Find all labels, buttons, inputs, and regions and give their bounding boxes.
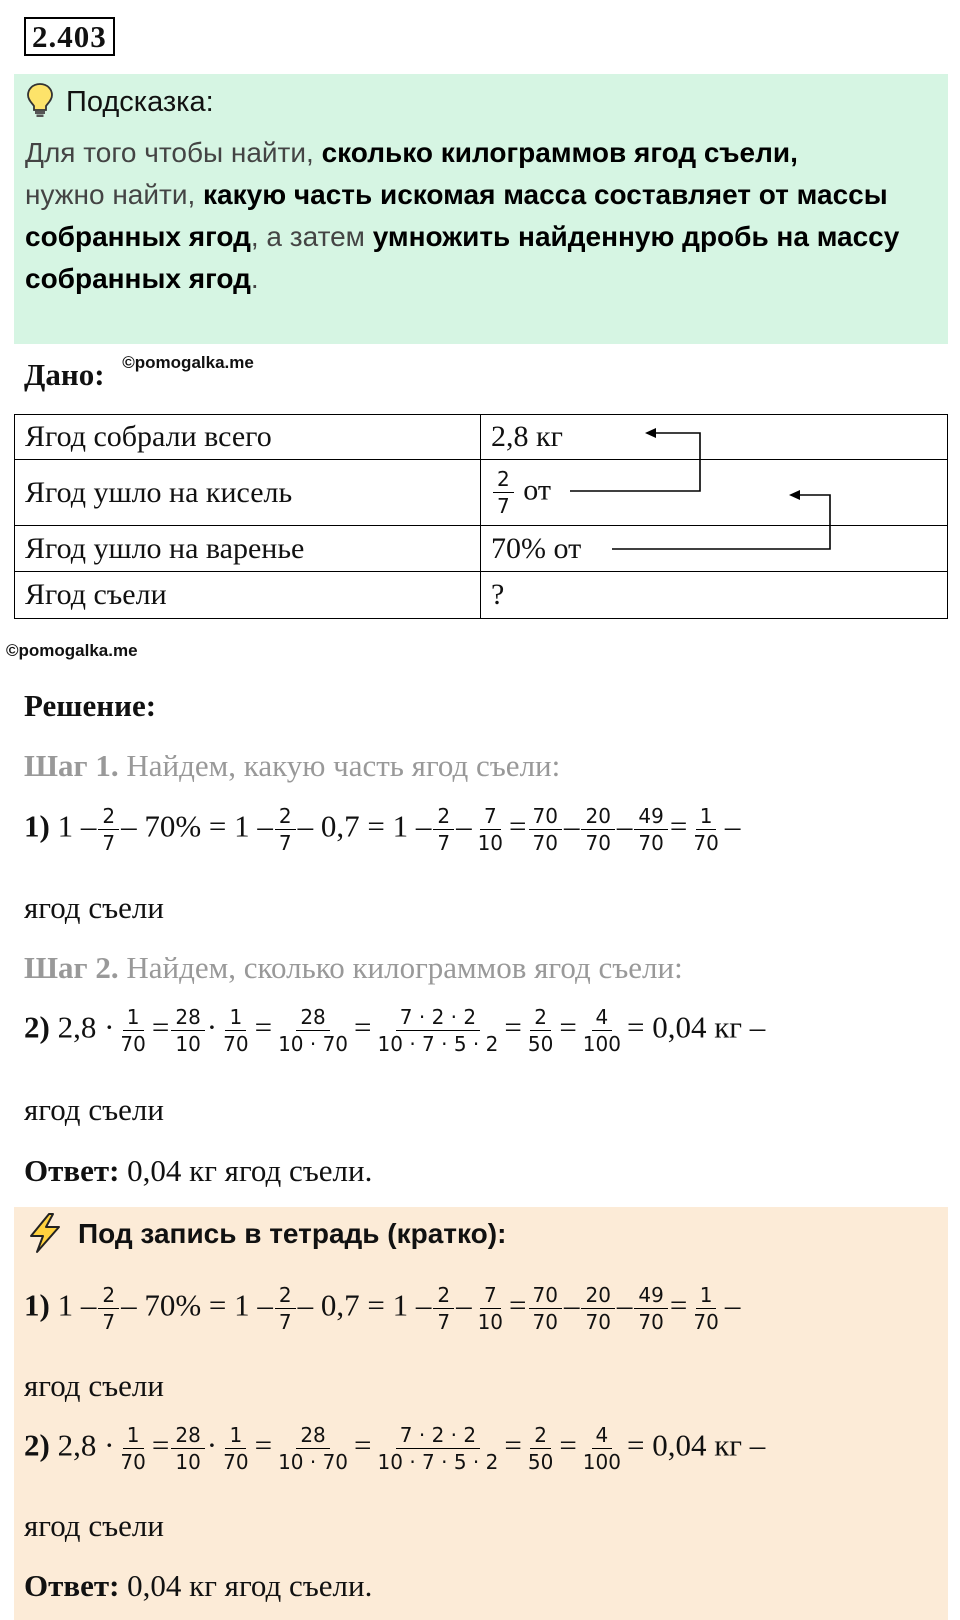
answer-text: 0,04 кг ягод съели. <box>119 1568 373 1603</box>
notebook-box <box>14 1207 948 1620</box>
task-number: 2.403 <box>24 17 115 56</box>
eq-text: 1 – <box>57 1287 97 1323</box>
hint-part: какую часть искомая масса составляет от массы собранных ягод <box>25 179 888 252</box>
notebook-title: Под запись в тетрадь (кратко): <box>78 1218 507 1249</box>
numerator: 28 <box>171 1006 204 1031</box>
step-2 <box>24 950 683 986</box>
denominator: 50 <box>527 1450 554 1474</box>
numerator: 2 <box>98 805 119 830</box>
fraction <box>171 1424 204 1473</box>
denominator: 7 <box>278 831 292 855</box>
eq-text: = <box>504 1427 522 1463</box>
hint-part: Для того чтобы найти, <box>25 137 322 168</box>
eq-text: = <box>669 1287 688 1323</box>
denominator: 10 <box>477 1310 504 1334</box>
fraction <box>634 805 667 854</box>
notebook-equation-2-tail: ягод съели <box>24 1508 164 1543</box>
numerator: 4 <box>592 1424 613 1449</box>
numerator: 7 <box>480 1284 501 1309</box>
eq-text: = <box>354 1009 372 1045</box>
denominator: 7 <box>437 831 451 855</box>
denominator: 100 <box>582 1032 621 1056</box>
fraction <box>524 1424 557 1473</box>
numerator: 1 <box>696 805 717 830</box>
fraction <box>581 1284 614 1333</box>
answer-label: Ответ: <box>24 1568 120 1603</box>
step-1 <box>24 748 560 784</box>
denominator: 70 <box>638 1310 664 1334</box>
step-label: Шаг 1. <box>24 748 119 783</box>
notebook-answer <box>24 1568 372 1604</box>
numerator: 2 <box>433 805 454 830</box>
hint-part: нужно найти, <box>25 179 204 210</box>
notebook-equation-2 <box>24 1424 765 1473</box>
fraction <box>581 805 614 854</box>
notebook-equation-1 <box>24 1284 740 1333</box>
numerator: 7 <box>480 805 501 830</box>
numerator: 4 <box>592 1006 613 1031</box>
numerator: 49 <box>634 805 667 830</box>
denominator: 10 · 70 <box>278 1450 349 1474</box>
eq-number: 1) <box>24 1287 50 1323</box>
denominator: 10 <box>175 1450 201 1474</box>
denominator: 10 <box>477 831 504 855</box>
fraction <box>374 1424 503 1473</box>
fraction <box>98 805 119 854</box>
denominator: 70 <box>532 831 558 855</box>
notebook-equation-1-tail: ягод съели <box>24 1368 164 1403</box>
given-label: Дано: <box>24 357 105 392</box>
numerator: 1 <box>696 1284 717 1309</box>
eq-text: 2,8 · <box>57 1009 115 1045</box>
hint-part: сколько килограммов ягод съели, <box>321 137 798 168</box>
reference-arrows <box>0 0 960 640</box>
eq-text: – <box>563 1287 580 1323</box>
row-value: 2,8 кг <box>481 415 948 460</box>
eq-text: – <box>456 808 472 844</box>
denominator: 70 <box>532 1310 558 1334</box>
hint-part: , а затем <box>250 221 373 252</box>
eq-text: – <box>456 1287 472 1323</box>
hint-part: умножить найденную дробь на массу собранных ягод <box>25 221 900 294</box>
fraction <box>275 1284 296 1333</box>
eq-text: = <box>254 1427 273 1463</box>
numerator: 20 <box>581 1284 614 1309</box>
numerator: 1 <box>123 1424 144 1449</box>
eq-text: – <box>724 1287 741 1323</box>
numerator: 1 <box>123 1006 144 1031</box>
numerator: 28 <box>296 1006 329 1031</box>
fraction <box>529 1284 562 1333</box>
fraction <box>171 1006 204 1055</box>
denominator: 100 <box>582 1450 621 1474</box>
numerator: 49 <box>634 1284 667 1309</box>
eq-text: = <box>559 1427 577 1463</box>
denominator: 10 <box>175 1032 201 1056</box>
eq-text: · <box>206 1009 218 1045</box>
fraction <box>689 805 722 854</box>
eq-text: = <box>151 1427 170 1463</box>
solution-title: Решение: <box>24 688 157 723</box>
eq-text: – 0,7 = 1 – <box>297 808 432 844</box>
denominator: 70 <box>693 1310 719 1334</box>
answer-text: 0,04 кг ягод съели. <box>119 1153 373 1188</box>
numerator: 2 <box>493 468 514 493</box>
fraction <box>579 1006 625 1055</box>
equation-2 <box>24 1006 765 1055</box>
fraction <box>474 1284 507 1333</box>
fraction <box>433 805 454 854</box>
numerator: 1 <box>225 1006 246 1031</box>
denominator: 10 · 70 <box>278 1032 349 1056</box>
fraction <box>219 1424 252 1473</box>
watermark: ©pomogalka.me <box>122 353 254 372</box>
numerator: 2 <box>530 1006 551 1031</box>
hint-title: Подсказка: <box>66 86 214 118</box>
numerator: 1 <box>225 1424 246 1449</box>
row-value: 70% от <box>481 526 948 572</box>
eq-text: – 70% = 1 – <box>121 1287 273 1323</box>
denominator: 70 <box>693 831 719 855</box>
eq-text: · <box>206 1427 218 1463</box>
fraction <box>374 1006 503 1055</box>
fraction <box>529 805 562 854</box>
eq-text: = <box>669 808 688 844</box>
eq-text: = 0,04 кг – <box>626 1427 766 1463</box>
denominator: 7 <box>437 1310 451 1334</box>
fraction <box>274 1006 352 1055</box>
numerator: 20 <box>581 805 614 830</box>
equation-1-tail: ягод съели <box>24 890 164 925</box>
eq-number: 2) <box>24 1009 50 1045</box>
denominator: 70 <box>120 1450 146 1474</box>
hint-part: . <box>250 263 259 294</box>
numerator: 2 <box>275 805 296 830</box>
fraction <box>689 1284 722 1333</box>
fraction <box>275 805 296 854</box>
eq-text: = 0,04 кг – <box>626 1009 766 1045</box>
denominator: 7 <box>102 1310 116 1334</box>
eq-text: = <box>509 808 527 844</box>
numerator: 2 <box>530 1424 551 1449</box>
eq-text: – <box>563 808 580 844</box>
equation-2-tail: ягод съели <box>24 1092 164 1127</box>
equation-1 <box>24 805 740 854</box>
denominator: 7 <box>278 1310 292 1334</box>
fraction <box>274 1424 352 1473</box>
row-label: Ягод съели <box>15 572 481 619</box>
row-label: Ягод ушло на варенье <box>15 526 481 572</box>
denominator: 70 <box>223 1450 249 1474</box>
answer <box>24 1153 372 1189</box>
numerator: 28 <box>171 1424 204 1449</box>
fraction <box>433 1284 454 1333</box>
eq-text: = <box>559 1009 577 1045</box>
eq-text: = <box>504 1009 522 1045</box>
eq-text: – <box>724 808 741 844</box>
denominator: 70 <box>585 1310 611 1334</box>
numerator: 2 <box>433 1284 454 1309</box>
fraction <box>634 1284 667 1333</box>
eq-text: – <box>616 808 633 844</box>
fraction <box>98 1284 119 1333</box>
numerator: 7 · 2 · 2 <box>396 1006 480 1031</box>
fraction <box>116 1006 149 1055</box>
denominator: 70 <box>585 831 611 855</box>
eq-text: = <box>354 1427 372 1463</box>
row-label: Ягод ушло на кисель <box>15 460 481 526</box>
eq-text: 2,8 · <box>57 1427 115 1463</box>
denominator: 50 <box>527 1032 554 1056</box>
denominator: 70 <box>120 1032 146 1056</box>
numerator: 70 <box>529 1284 562 1309</box>
eq-text: = <box>151 1009 170 1045</box>
answer-label: Ответ: <box>24 1153 120 1188</box>
denominator: 10 · 7 · 5 · 2 <box>377 1450 499 1474</box>
denominator: 10 · 7 · 5 · 2 <box>377 1032 499 1056</box>
eq-text: = <box>254 1009 273 1045</box>
denominator: 7 <box>102 831 116 855</box>
eq-number: 2) <box>24 1427 50 1463</box>
fraction <box>579 1424 625 1473</box>
eq-text: – 70% = 1 – <box>121 808 273 844</box>
denominator: 70 <box>638 831 664 855</box>
eq-text: 1 – <box>57 808 97 844</box>
value-text: от <box>523 473 551 507</box>
row-value: ? <box>481 572 948 619</box>
step-text: Найдем, сколько килограммов ягод съели: <box>118 950 683 985</box>
numerator: 7 · 2 · 2 <box>396 1424 480 1449</box>
denominator: 7 <box>497 494 510 518</box>
eq-text: = <box>509 1287 527 1323</box>
fraction <box>116 1424 149 1473</box>
eq-text: – 0,7 = 1 – <box>297 1287 432 1323</box>
fraction <box>524 1006 557 1055</box>
numerator: 28 <box>296 1424 329 1449</box>
step-text: Найдем, какую часть ягод съели: <box>118 748 561 783</box>
eq-text: – <box>616 1287 633 1323</box>
numerator: 70 <box>529 805 562 830</box>
row-label: Ягод собрали всего <box>15 415 481 460</box>
fraction <box>219 1006 252 1055</box>
fraction <box>474 805 507 854</box>
step-label: Шаг 2. <box>24 950 119 985</box>
watermark: ©pomogalka.me <box>6 641 138 660</box>
eq-number: 1) <box>24 808 50 844</box>
denominator: 70 <box>223 1032 249 1056</box>
lightning-icon <box>25 1212 65 1259</box>
numerator: 2 <box>98 1284 119 1309</box>
numerator: 2 <box>275 1284 296 1309</box>
